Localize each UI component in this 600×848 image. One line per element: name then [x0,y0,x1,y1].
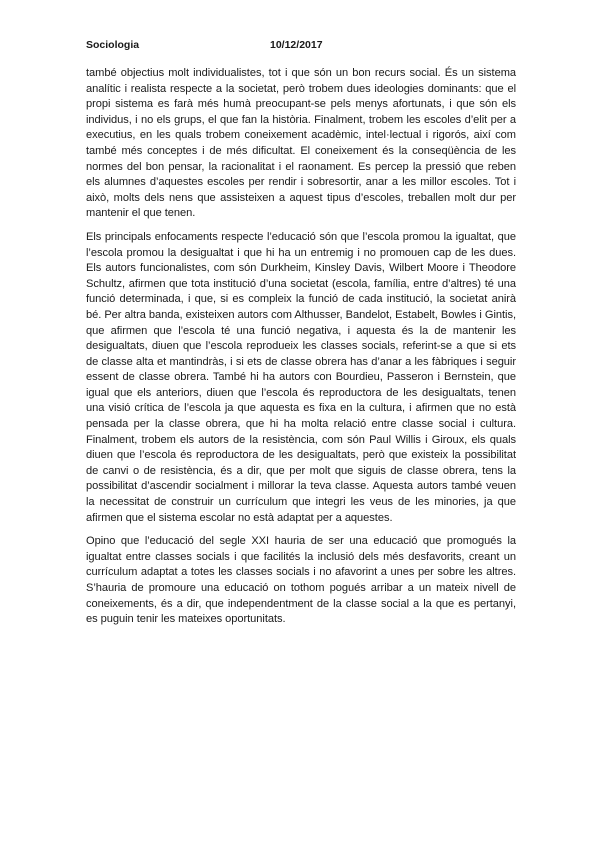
paragraph-1: també objectius molt individualistes, tot i que són un bon recurs social. És un sistema analític i realista respecte a la societat, però trobem dues ideologies dominants: que el propi sistema es farà més humà preocupant-se pels menys afortunats, i que són els individus, i no els grups, el que fan la història. Finalment, trobem les escoles d’elit per a executius, en les quals trobem coneixement acadèmic, intel·lectual i rigorós, així com també més conceptes i de més dificultat. El coneixement és la conseqüència de les normes del bon pensar, la racionalitat i el raonament. Es percep la pressió que reben els alumnes d’aquestes escoles per rendir i sobresortir, anar a les millor escoles. Tot i això, molts dels nens que assisteixen a aquest tipus d’escoles, treballen molt dur per mantenir el que tenen. [86,67,516,220]
page-header [86,39,516,53]
header-subject: Sociologia [86,39,140,51]
header-date: 10/12/2017 [270,39,323,51]
paragraph-2: Els principals enfocaments respecte l’educació són que l’escola promou la igualtat, que l’escola promou la desigualtat i que hi ha un entremig i no promouen cap de les dues. Els autors funcionalistes, com són Durkheim, Kinsley Davis, Wilbert Moore i Theodore Schultz, afirmen que tota institució d’una societat (escola, família, entre d’altres) té una funció determinada, i que, si es compleix la funció de cada institució, la societat anirà bé. Per altra banda, existeixen autors com Althusser, Bandelot, Estabelt, Bowles i Gintis, que afirmen que l’escola té una funció negativa, i aquesta és la de mantenir les desigualtats, diuen que l’escola reprodueix les classes socials, referint-se a que si ets de classe alta et mantindràs, i si ets de classe obrera has d’anar a les fàbriques i seguir essent de classe obrera. També hi ha autors con Bourdieu, Passeron i Bernstein, que igual que els anteriors, diuen que l’escola és reproductora de les desigualtats, tenen una visió crítica de l’escola ja que aquesta es fixa en la cultura, i afirmen que no està pensada per la classe obrera, que hi ha molta relació entre classe social i cultura. Finalment, trobem els autors de la resistència, com són Paul Willis i Giroux, els quals diuen que l’escola és reproductora de les desigualtats, però que existeix la possibilitat de canvi o de resistència, és a dir, que per molt que siguis de classe obrera, tens la possibilitat d’ascendir socialment i millorar la teva classe. Aquesta autors també veuen la necessitat de construir un currículum que integri les veus de les minories, ja que afirmen que el sistema escolar no està adaptat per a aquestes. [86,230,516,524]
document-body [86,66,516,636]
paragraph-3: Opino que l’educació del segle XXI hauria de ser una educació que promogués la igualtat entre classes socials i que facilités la inclusió dels més desfavorits, creant un currículum adaptat a totes les classes socials i no afavorint a unes per sobre les altres. S’hauria de promoure una educació on tothom pogués arribar a un mateix nivell de coneixements, és a dir, que independentment de la classe social a la que es pertanyi, es puguin tenir les mateixes oportunitats. [86,535,516,626]
